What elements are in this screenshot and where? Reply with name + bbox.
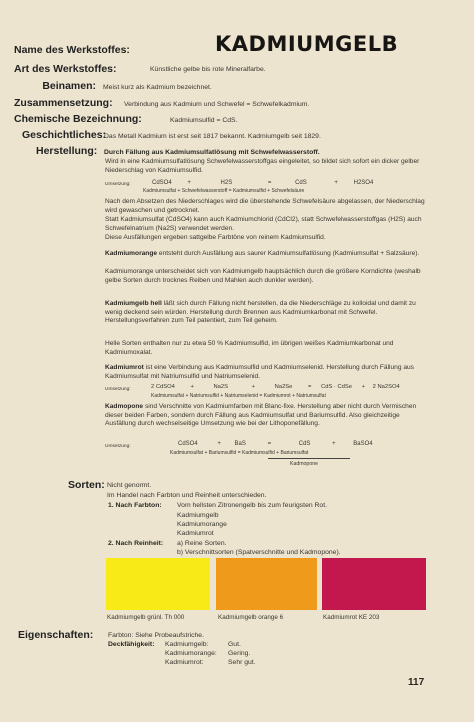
equation-2-bottom bbox=[151, 393, 326, 399]
eq2-op: = bbox=[259, 393, 263, 399]
herstellung-value: Durch Fällung aus Kadmiumsulfatlösung mit Schwefelwasserstoff. bbox=[104, 149, 320, 156]
eq3-op: + bbox=[276, 450, 280, 456]
eq1-term: H2S bbox=[220, 180, 233, 186]
geschichtliches-value: Das Metall Kadmium ist erst seit 1817 bekannt. Kadmiumgelb seit 1829. bbox=[104, 133, 321, 140]
eq1-op: = bbox=[228, 188, 232, 194]
eq1-word: Kadmiumsulfat bbox=[143, 188, 177, 194]
page-title: KADMIUMGELB bbox=[215, 32, 399, 56]
eq2-word: Kadmiumrot bbox=[263, 393, 291, 399]
herstellung-paragraph-8: Helle Sorten enthalten nur zu etwa 50 % Kadmiumsulfid, im übrigen weißes Kadmiumkarbonat und Kadmiumoxalat. bbox=[105, 340, 394, 356]
eigenschaften-label: Eigenschaften: bbox=[18, 629, 94, 641]
sorten-item-kadmiumgelb: Kadmiumgelb bbox=[177, 512, 219, 519]
swatch-kadmiumgelb-orange bbox=[216, 558, 317, 610]
eq2-op: = bbox=[308, 384, 312, 390]
swatch-caption-2: Kadmiumgelb orange 6 bbox=[218, 614, 284, 621]
eq3-op: + bbox=[204, 450, 208, 456]
beinamen-label: Beinamen: bbox=[42, 80, 96, 92]
kadmiumgelb-hell-text: läßt sich durch Fällung nicht herstellen, da die Niederschläge zu kolloidal und damit zu wenig deckend sein würden. Herstellung durch Brennen aus Kadmiumkarbonat mit Schwefel. Herstellungsverfahren zum Teil patentiert, zum Teil geheim. bbox=[105, 300, 416, 325]
eigenschaften-deckfaehigkeit-label: Deckfähigkeit: bbox=[108, 641, 155, 648]
herstellung-paragraph-6: Kadmiumorange unterscheidet sich von Kadmiumgelb hauptsächlich durch die größere Korndichte (weshalb gelbe Sorten durch trocknes Reiben und Mahlen auch dunkler werden). bbox=[105, 268, 421, 284]
kadmopone-brace-label: Kadmopone bbox=[290, 461, 318, 467]
deck-row-name-3: Kadmiumrot: bbox=[165, 659, 204, 666]
sorten-reinheit-label: 2. Nach Reinheit: bbox=[108, 540, 164, 547]
kadmopone-term: Kadmopone bbox=[105, 403, 144, 410]
chemische-bezeichnung-label: Chemische Bezeichnung: bbox=[14, 113, 142, 125]
art-value: Künstliche gelbe bis rote Mineralfarbe. bbox=[150, 66, 266, 73]
eq2-word: Natriumsulfat bbox=[296, 393, 326, 399]
swatch-caption-3: Kadmiumrot KE 203 bbox=[323, 614, 380, 621]
deck-row-name-1: Kadmiumgelb: bbox=[165, 641, 209, 648]
beinamen-value: Meist kurz als Kadmium bezeichnet. bbox=[103, 84, 212, 91]
sorten-item-kadmiumrot: Kadmiumrot bbox=[177, 530, 214, 537]
eq2-op: + bbox=[220, 393, 224, 399]
herstellung-paragraph-2: Nach dem Absetzen des Niederschlages wird die überstehende Schwefelsäure abgelassen, der Niederschlag wird gewaschen und getrocknet. bbox=[105, 198, 425, 214]
eq3-word: Bariumsulfat bbox=[280, 450, 309, 456]
deck-row-value-3: Sehr gut. bbox=[228, 659, 256, 666]
eq2-op: + bbox=[292, 393, 295, 399]
eq1-op: = bbox=[267, 180, 272, 186]
kadmiumorange-term: Kadmiumorange bbox=[105, 250, 158, 257]
sorten-line-2: Im Handel nach Farbton und Reinheit unterschieden. bbox=[107, 492, 267, 499]
page-number: 117 bbox=[408, 677, 425, 688]
swatch-kadmiumrot bbox=[322, 558, 426, 610]
eq1-term: CdS bbox=[295, 180, 307, 186]
sorten-farbton-value: Vom hellsten Zitronengelb bis zum feurigsten Rot. bbox=[177, 502, 327, 509]
eq3-word: Kadmiumsulfat bbox=[170, 450, 204, 456]
eq2-term: Na2S bbox=[213, 384, 229, 390]
equation-2-label: Umsetzung: bbox=[105, 387, 131, 392]
herstellung-paragraph-1: Wird in eine Kadmiumsulfatlösung Schwefelwasserstoffgas eingeleitet, so bildet sich sofort ein dicker gelber Niederschlag von Kadmiumsulfid. bbox=[105, 158, 420, 174]
equation-3-bottom bbox=[170, 450, 308, 456]
equation-3-top bbox=[178, 441, 373, 447]
eq2-op: + bbox=[251, 384, 256, 390]
equation-2-top bbox=[151, 384, 400, 390]
eigenschaften-farbton: Farbton: Siehe Probeaufstriche. bbox=[108, 632, 204, 639]
eq1-term: CdSO4 bbox=[152, 180, 172, 186]
sorten-reinheit-a: a) Reine Sorten. bbox=[177, 540, 227, 547]
equation-1-bottom bbox=[143, 188, 304, 194]
sorten-line-1: Nicht genormt. bbox=[107, 482, 152, 489]
eq3-term: CdS bbox=[298, 441, 311, 447]
eq2-op: + bbox=[185, 393, 189, 399]
herstellung-paragraph-10 bbox=[105, 403, 430, 429]
eq1-word: Kadmiumsulfid bbox=[232, 188, 266, 194]
kadmopone-brace-line bbox=[268, 458, 350, 459]
eq2-term: 2 CdSO4 bbox=[151, 384, 175, 390]
geschichtliches-label: Geschichtliches: bbox=[22, 129, 107, 141]
kadmiumgelb-hell-term: Kadmiumgelb hell bbox=[105, 300, 162, 307]
swatch-kadmiumgelb-gruenl bbox=[106, 558, 210, 610]
herstellung-paragraph-5 bbox=[105, 250, 430, 259]
eq3-op: = bbox=[267, 441, 272, 447]
equation-1-top bbox=[152, 180, 373, 186]
herstellung-paragraph-3: Statt Kadmiumsulfat (CdSO4) kann auch Kadmiumchlorid (CdCl2), statt Schwefelwasserstoffgas (H2S) auch Schwefelnatrium (Na2S) verwendet werden. bbox=[105, 216, 422, 232]
eq3-term: BaS bbox=[234, 441, 246, 447]
eq3-word: Bariumsulfid bbox=[208, 450, 237, 456]
sorten-label: Sorten: bbox=[68, 479, 105, 491]
eq3-term: CdSO4 bbox=[178, 441, 198, 447]
swatch-caption-1: Kadmiumgelb grünl. Th 000 bbox=[107, 614, 185, 621]
eq2-word: Natriumselenid bbox=[224, 393, 259, 399]
herstellung-paragraph-9 bbox=[105, 364, 430, 381]
equation-1-label: Umsetzung: bbox=[105, 182, 131, 187]
chemische-bezeichnung-value: Kadmiumsulfid = CdS. bbox=[170, 117, 238, 124]
eq2-word: Natriumsulfid bbox=[189, 393, 219, 399]
eq2-term: CdS · CdSe bbox=[321, 384, 352, 390]
eq1-op: + bbox=[177, 188, 181, 194]
equation-3 bbox=[105, 443, 131, 449]
eq2-term: 2 Na2SO4 bbox=[372, 384, 400, 390]
eq3-word: Kadmiumsulfid bbox=[242, 450, 275, 456]
kadmiumrot-term: Kadmiumrot bbox=[105, 364, 144, 371]
eq1-word: Schwefelsäure bbox=[271, 188, 305, 194]
deck-row-value-2: Gering. bbox=[228, 650, 251, 657]
kadmiumorange-text: entsteht durch Ausfällung aus saurer Kadmiumsulfatlösung (Kadmiumsulfat + Salzsäure). bbox=[157, 250, 420, 257]
eq3-op: + bbox=[217, 441, 221, 447]
eq2-word: Kadmiumsulfat bbox=[151, 393, 185, 399]
eq1-op: + bbox=[267, 188, 271, 194]
zusammensetzung-value: Verbindung aus Kadmium und Schwefel = Schwefelkadmium. bbox=[124, 101, 310, 108]
kadmopone-text: sind Verschnitte von Kadmiumfarben mit Blanc-fixe. Herstellung aber nicht durch Vermischen dieser beiden Farben, sondern durch Fällung aus Kadmiumsulfat und Bariumsulfid. Also gleichzeitige Ausfällung durch wechselseitige Umsetzung wie bei der Lithoponefällung. bbox=[105, 403, 417, 428]
deck-row-value-1: Gut. bbox=[228, 641, 241, 648]
eq2-op: + bbox=[361, 384, 365, 390]
name-label: Name des Werkstoffes: bbox=[14, 44, 130, 56]
sorten-item-kadmiumorange: Kadmiumorange bbox=[177, 521, 227, 528]
deck-row-name-2: Kadmiumorange: bbox=[165, 650, 217, 657]
eq2-term: Na2Se bbox=[274, 384, 293, 390]
eq3-op: + bbox=[332, 441, 336, 447]
herstellung-paragraph-7 bbox=[105, 300, 430, 326]
eq1-term: H2SO4 bbox=[353, 180, 374, 186]
eq1-word: Schwefelwasserstoff bbox=[181, 188, 228, 194]
eq3-op: = bbox=[237, 450, 241, 456]
herstellung-label: Herstellung: bbox=[36, 145, 98, 157]
equation-2 bbox=[105, 386, 131, 392]
art-label: Art des Werkstoffes: bbox=[14, 63, 117, 75]
eq2-op: + bbox=[190, 384, 194, 390]
eq3-term: BaSO4 bbox=[353, 441, 373, 447]
equation-1 bbox=[105, 181, 131, 187]
eq1-op: + bbox=[334, 180, 338, 186]
equation-3-label: Umsetzung: bbox=[105, 444, 131, 449]
herstellung-paragraph-4: Diese Ausfällungen ergeben sattgelbe Farbtöne von reinem Kadmiumsulfid. bbox=[105, 234, 326, 241]
sorten-reinheit-b: b) Verschnittsorten (Spatverschnitte und Kadmopone). bbox=[177, 549, 341, 556]
sorten-farbton-label: 1. Nach Farbton: bbox=[108, 502, 162, 509]
kadmiumrot-text: ist eine Verbindung aus Kadmiumsulfid und Kadmiumselenid. Herstellung durch Fällung aus Kadmiumsulfat mit Natriumsulfid und Natriumselenid. bbox=[105, 364, 414, 380]
zusammensetzung-label: Zusammensetzung: bbox=[14, 97, 113, 109]
eq1-op: + bbox=[187, 180, 191, 186]
